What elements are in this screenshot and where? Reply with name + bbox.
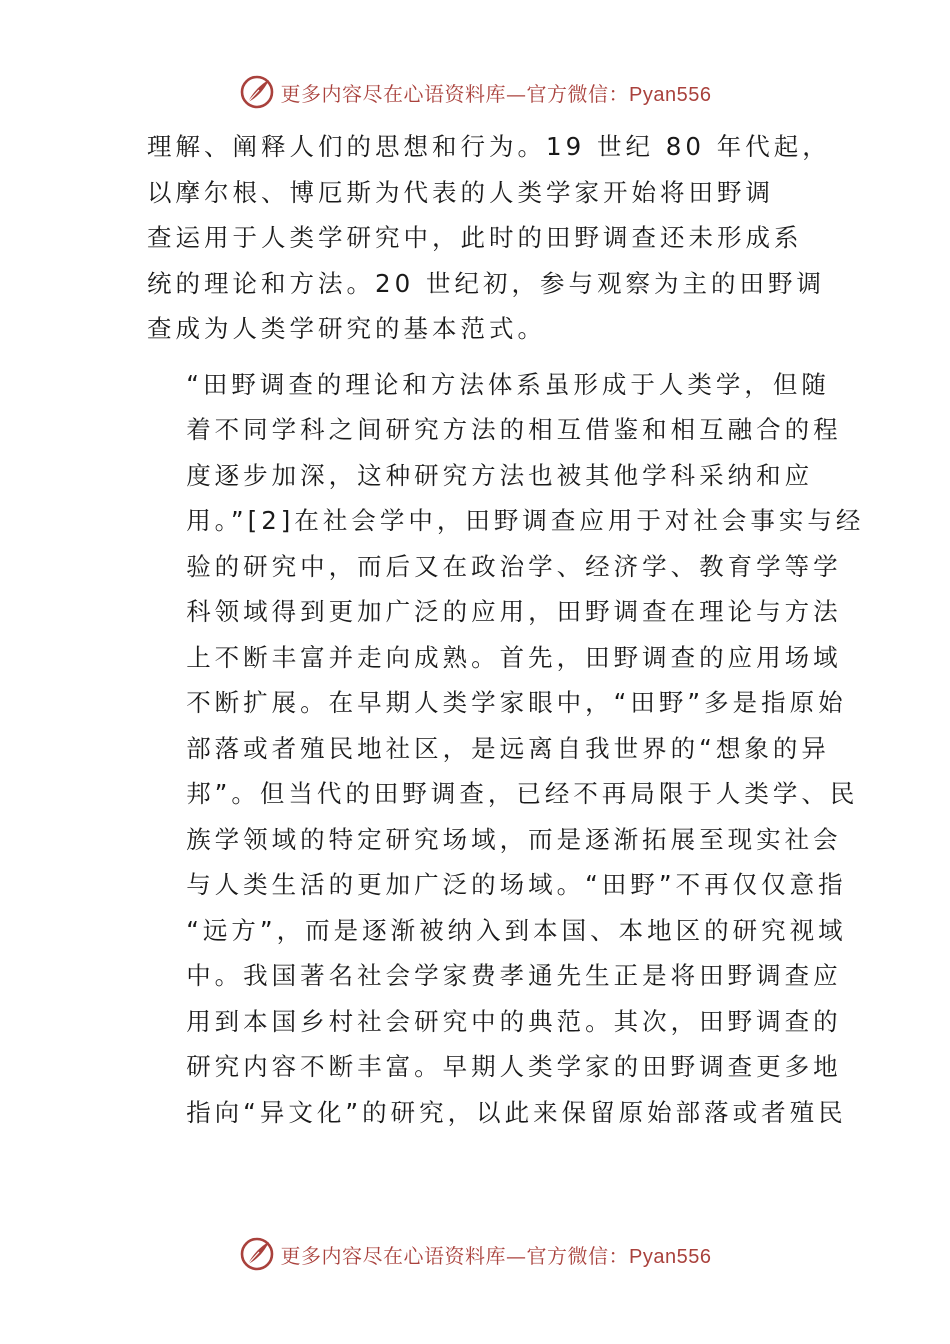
text-line: 中。我国著名社会学家费孝通先生正是将田野调查应 — [186, 961, 842, 990]
text-line: 研究内容不断丰富。早期人类学家的田野调查更多地 — [186, 1052, 842, 1081]
watermark-text: 更多内容尽在心语资料库—官方微信：Pyan556 — [280, 81, 712, 106]
watermark-text: 更多内容尽在心语资料库—官方微信：Pyan556 — [280, 1243, 712, 1268]
text-line: 上不断丰富并走向成熟。首先，田野调查的应用场域 — [186, 642, 842, 672]
text-line: 用到本国乡村社会研究中的典范。其次，田野调查的 — [186, 1006, 842, 1036]
text-line: 统的理论和方法。20 世纪初，参与观察为主的田野调 — [147, 268, 825, 298]
text-line: 着不同学科之间研究方法的相互借鉴和相互融合的程 — [186, 415, 842, 444]
text-line: 与人类生活的更加广泛的场域。“田野”不再仅仅意指 — [186, 870, 847, 899]
wechat-id: Pyan556 — [629, 83, 712, 106]
text-line: 理解、阐释人们的思想和行为。19 世纪 80 年代起， — [147, 132, 831, 161]
text-line: 指向“异文化”的研究，以此来保留原始部落或者殖民 — [186, 1097, 847, 1127]
text-line: 族学领域的特定研究场域，而是逐渐拓展至现实社会 — [186, 824, 842, 854]
text-line: 部落或者殖民地社区，是远离自我世界的“想象的异 — [186, 733, 830, 763]
text-line: 查运用于人类学研究中，此时的田野调查还未形成系 — [147, 223, 803, 252]
text-line: “田野调查的理论和方法体系虽形成于人类学，但随 — [186, 369, 830, 399]
text-line: 用。”[2]在社会学中，田野调查应用于对社会事实与经 — [186, 506, 865, 535]
text-line: 邦”。但当代的田野调查，已经不再局限于人类学、民 — [186, 779, 859, 808]
footer-watermark — [0, 1232, 950, 1276]
text-line: 查成为人类学研究的基本范式。 — [147, 314, 546, 343]
document-body — [147, 124, 865, 1135]
text-line: 度逐步加深，这种研究方法也被其他学科采纳和应 — [186, 460, 814, 490]
text-line: 科领域得到更加广泛的应用，田野调查在理论与方法 — [186, 597, 842, 626]
text-line: 验的研究中，而后又在政治学、经济学、教育学等学 — [186, 551, 842, 581]
feather-logo-icon — [239, 74, 275, 110]
paragraph — [147, 124, 831, 352]
text-line: “远方”，而是逐渐被纳入到本国、本地区的研究视域 — [186, 915, 847, 945]
header-watermark — [0, 70, 950, 114]
wechat-id: Pyan556 — [629, 1245, 712, 1268]
text-line: 以摩尔根、博厄斯为代表的人类学家开始将田野调 — [147, 177, 774, 207]
text-line: 不断扩展。在早期人类学家眼中，“田野”多是指原始 — [186, 688, 847, 717]
paragraph — [147, 362, 865, 1136]
feather-logo-icon — [239, 1236, 275, 1272]
